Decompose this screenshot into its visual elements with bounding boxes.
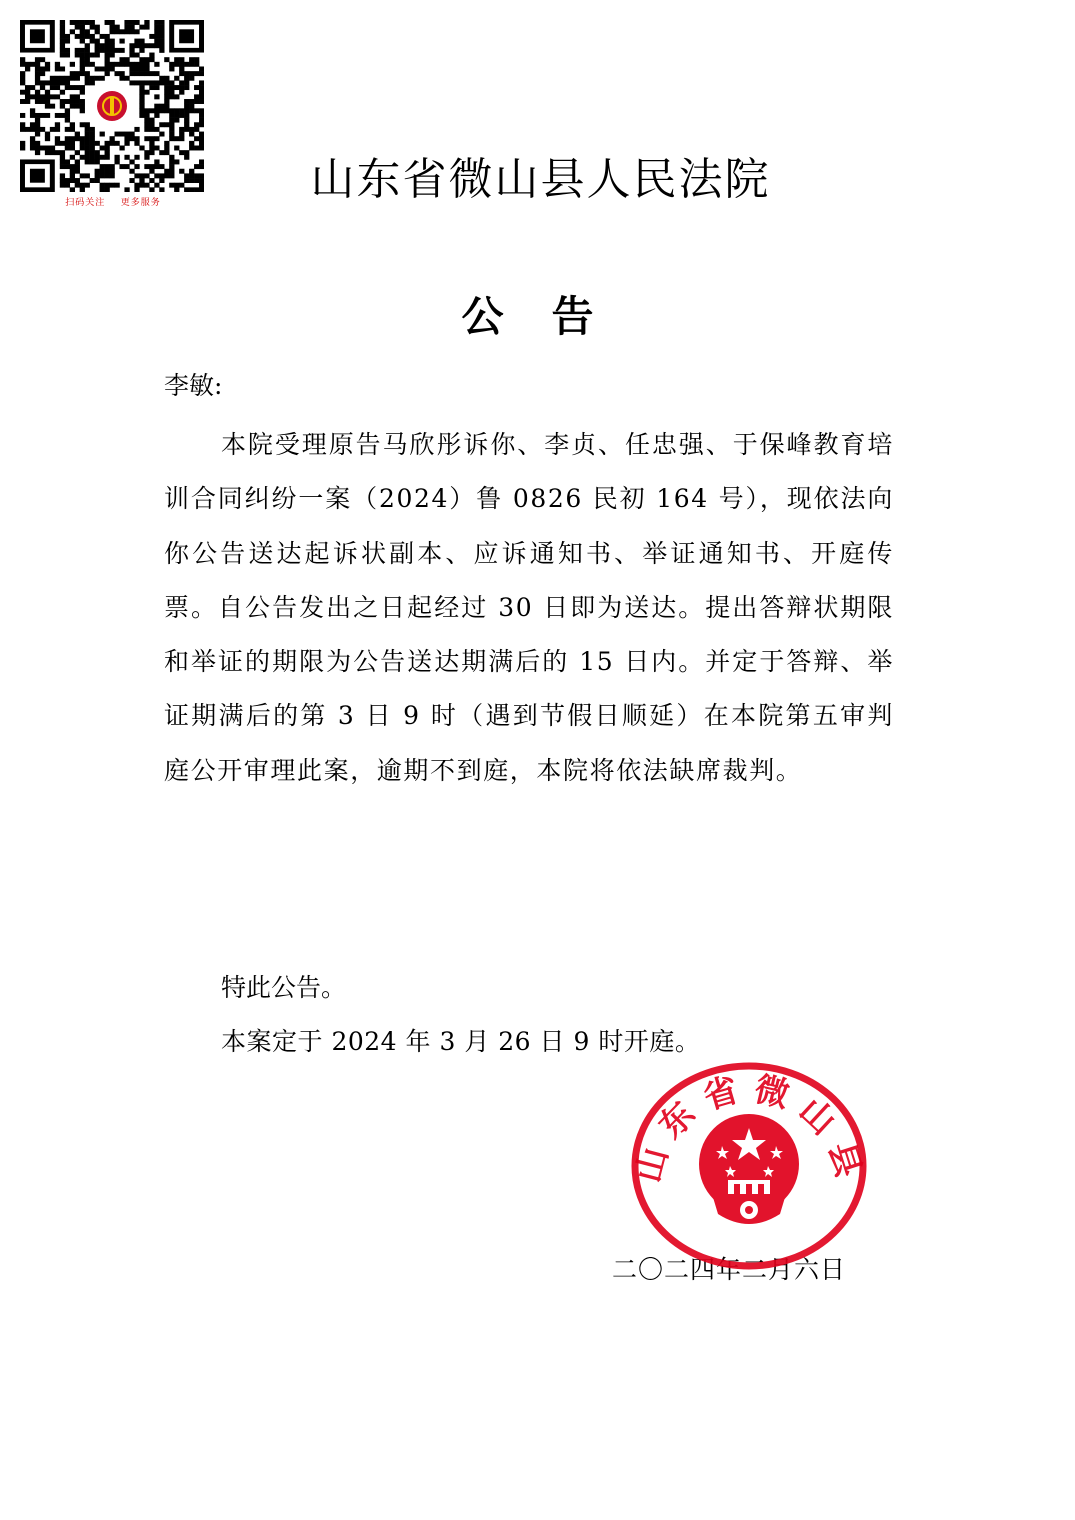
qr-caption: 扫码关注 更多服务 [65,198,161,208]
closing-text: 特此公告。 [221,973,347,1002]
addressee: 李敏: [164,371,223,400]
notice-body: 本院受理原告马欣彤诉你、李贞、任忠强、于保峰教育培训合同纠纷一案（2024）鲁 0826 民初 164 号），现依法向你公告送达起诉状副本、应诉通知书、举证通知书、开庭传票。自公告发出之日起经过 30 日即为送达。提出答辩状期限和举证的期限为公告送达期满后的 15 日内。并定于答辩、举证期满后的第 3 日 9 时（遇到节假日顺延）在本院第五审判庭公开审理此案，逾期不到庭，本院将依法缺席裁判。 [164,430,894,785]
issue-date: 二〇二四年二月六日 [612,1255,847,1284]
seal-text: 山 东 省 微 山 县 [630,1069,868,1187]
hearing-date: 本案定于 2024 年 3 月 26 日 9 时开庭。 [221,1027,701,1056]
court-seal-image [630,1062,868,1272]
national-emblem [699,1114,799,1224]
court-name: 山东省微山县人民法院 [310,154,771,205]
notice-title: 公告 [461,292,642,341]
court-seal [630,1062,868,1272]
